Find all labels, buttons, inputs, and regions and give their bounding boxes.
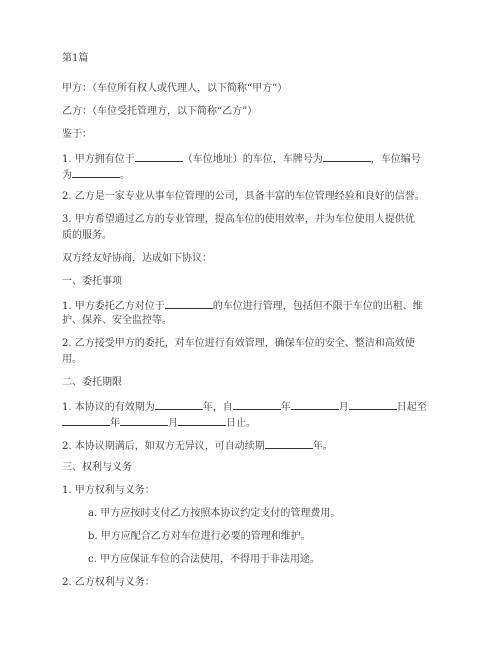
section-1-item-1 [62, 298, 423, 313]
text-fragment: 日起至 [396, 402, 427, 413]
section-3-sub-a: a. 甲方应按时支付乙方按照本协议约定支付的管理费用。 [88, 508, 341, 519]
section-1-item-1-cont: 护、保养、安全监控等。 [62, 315, 172, 326]
section-1-title: 一、委托事项 [62, 276, 122, 287]
whereas-item-2: 2. 乙方是一家专业从事车位管理的公司，具备丰富的车位管理经验和良好的信誉。 [62, 191, 425, 202]
section-3-item-2: 2. 乙方权利与义务： [62, 577, 155, 588]
text-fragment: 年，自 [202, 402, 233, 413]
blank-underline [135, 151, 183, 162]
section-3-sub-c: c. 甲方应保证车位的合法使用，不得用于非法用途。 [88, 554, 320, 565]
text-fragment: 月 [168, 418, 178, 429]
text-fragment: 的车位进行管理，包括但不限于车位的出租、维 [212, 301, 423, 312]
blank-underline [291, 399, 339, 410]
text-fragment: 。 [120, 170, 130, 181]
text-fragment: 年 [110, 418, 120, 429]
section-2-item-1 [62, 399, 427, 414]
text-fragment: 2. 本协议期满后，如双方无异议，可自动续期 [62, 441, 265, 452]
text-fragment: 1. 本协议的有效期为 [62, 402, 155, 413]
section-2-title: 二、委托期限 [62, 377, 122, 388]
blank-underline [62, 415, 110, 426]
blank-underline [178, 415, 226, 426]
text-fragment: （车位地址）的车位，车牌号为 [182, 154, 323, 165]
text-fragment: ，车位编号 [370, 154, 421, 165]
blank-underline [155, 399, 203, 410]
blank-underline [323, 151, 371, 162]
party-b-line: 乙方：（车位受托管理方，以下简称“乙方”） [62, 106, 258, 117]
blank-underline [72, 167, 120, 178]
text-fragment: 年 [280, 402, 291, 413]
text-fragment: 为 [62, 170, 72, 181]
section-3-sub-b: b. 甲方应配合乙方对车位进行必要的管理和维护。 [88, 531, 311, 542]
section-1-item-2: 2. 乙方接受甲方的委托，对车位进行有效管理，确保车位的安全、整洁和高效使 [62, 338, 415, 349]
blank-underline [233, 399, 281, 410]
text-fragment: 1. 甲方委托乙方对位于 [62, 301, 165, 312]
whereas-line: 鉴于： [62, 129, 92, 140]
text-fragment: 1. 甲方拥有位于 [62, 154, 135, 165]
section-1-item-2-cont: 用。 [62, 354, 82, 365]
party-a-line: 甲方：（车位所有权人或代理人，以下简称“甲方”） [62, 83, 288, 94]
blank-underline [165, 298, 213, 309]
whereas-item-1 [62, 151, 421, 166]
blank-underline [349, 399, 397, 410]
blank-underline [120, 415, 168, 426]
whereas-item-3-cont: 质的服务。 [62, 230, 112, 241]
text-fragment: 月 [338, 402, 349, 413]
section-2-item-2 [62, 438, 333, 453]
agreement-line: 双方经友好协商，达成如下协议： [62, 253, 212, 264]
section-3-item-1: 1. 甲方权利与义务： [62, 485, 155, 496]
whereas-item-3: 3. 甲方希望通过乙方的专业管理，提高车位的使用效率，并为车位使用人提供优 [62, 214, 415, 225]
whereas-item-1-cont [62, 167, 130, 182]
text-fragment: 日止。 [226, 418, 256, 429]
text-fragment: 年。 [312, 441, 333, 452]
blank-underline [265, 438, 313, 449]
heading: 第1篇 [62, 53, 89, 64]
section-2-item-1-cont [62, 415, 256, 430]
section-3-title: 三、权利与义务 [62, 462, 132, 473]
